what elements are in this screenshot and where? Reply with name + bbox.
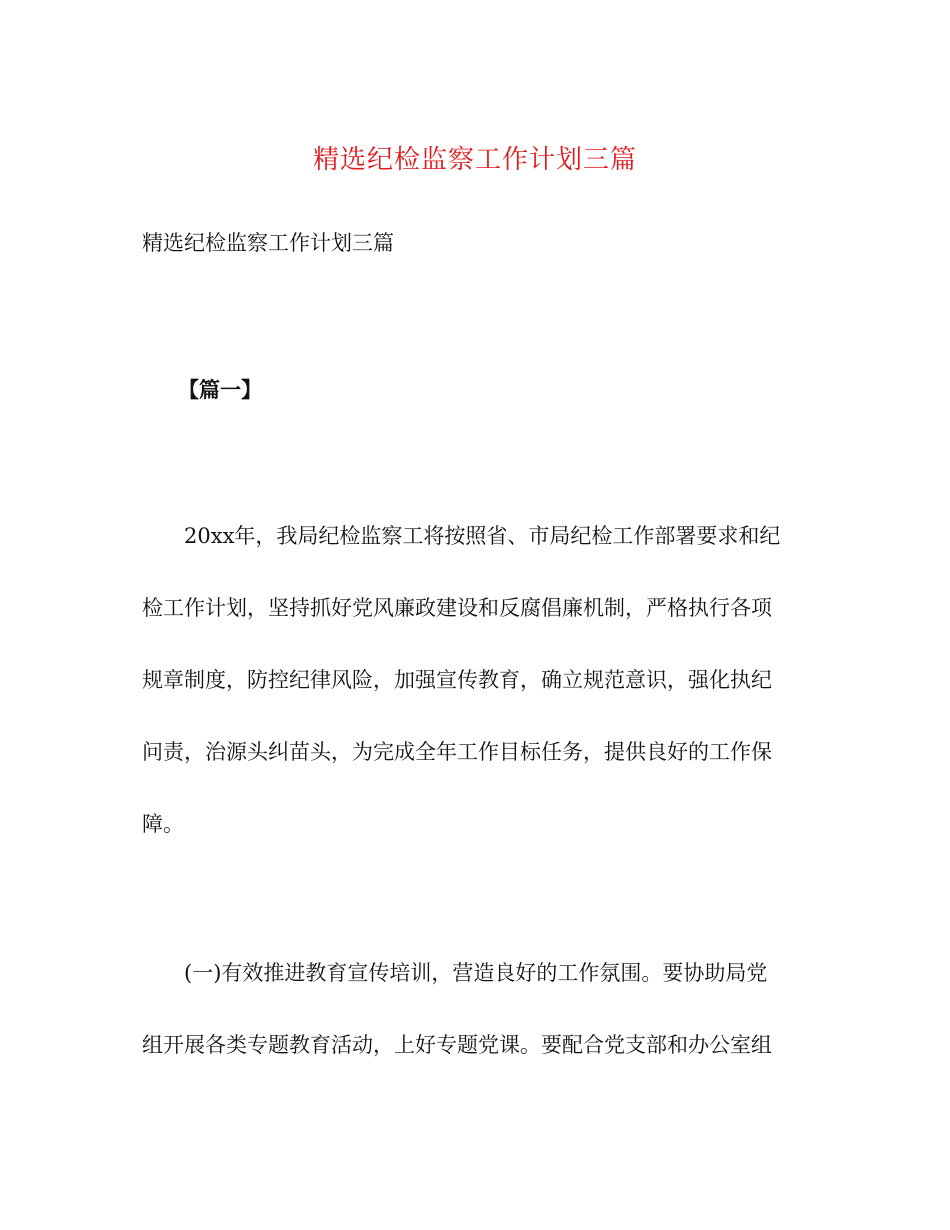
paragraph-line: 障。: [142, 812, 184, 836]
paragraph-line: 问责，治源头纠苗头，为完成全年工作目标任务，提供良好的工作保: [142, 740, 772, 764]
paragraph-line: (一)有效推进教育宣传培训，营造良好的工作氛围。要协助局党: [184, 961, 768, 985]
paragraph-line: 检工作计划，坚持抓好党风廉政建设和反腐倡廉机制，严格执行各项: [142, 596, 772, 620]
paragraph-line: 组开展各类专题教育活动，上好专题党课。要配合党支部和办公室组: [142, 1033, 772, 1057]
section-heading: 【篇一】: [178, 377, 262, 402]
paragraph-1: [142, 500, 798, 860]
document-subtitle: 精选纪检监察工作计划三篇: [142, 231, 394, 255]
paragraph-2: [142, 937, 798, 1081]
paragraph-line: 规章制度，防控纪律风险，加强宣传教育，确立规范意识，强化执纪: [142, 668, 772, 692]
paragraph-line: 20xx年，我局纪检监察工将按照省、市局纪检工作部署要求和纪: [184, 524, 781, 548]
document-title: 精选纪检监察工作计划三篇: [312, 145, 637, 175]
